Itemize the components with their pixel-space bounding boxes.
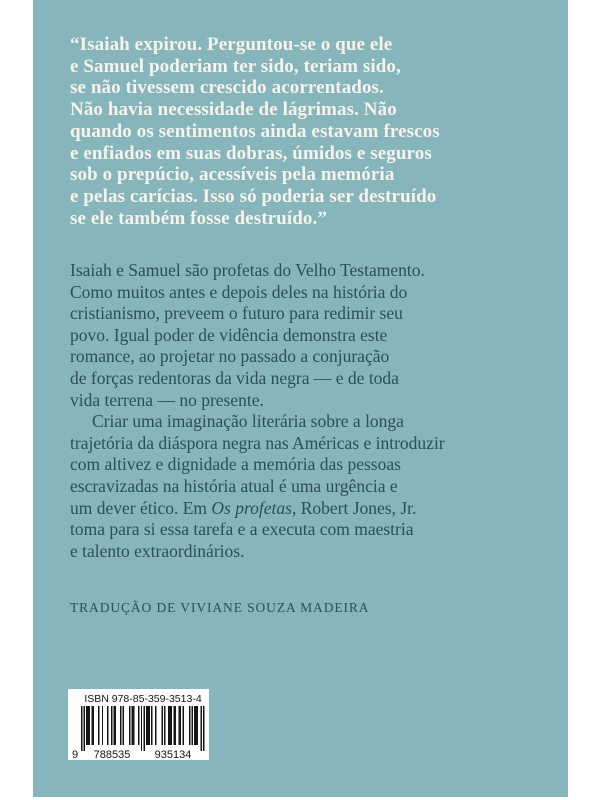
synopsis-line: toma para si essa tarefa e a executa com maestria [70, 519, 414, 540]
barcode-digit-group1: 788535 [93, 749, 131, 760]
synopsis-text: , Robert Jones, Jr. [291, 497, 417, 518]
synopsis-line: povo. Igual poder de vidência demonstra este [70, 324, 388, 345]
synopsis-line: Criar uma imaginação literária sobre a longa [92, 411, 404, 432]
synopsis-line: trajetória da diáspora negra nas Américas e introduzir [70, 432, 445, 453]
quote-line: e pelas carícias. Isso só poderia ser destruído [70, 185, 437, 207]
synopsis-line-with-title [70, 498, 550, 520]
barcode-digit-group2: 935134 [154, 749, 192, 760]
synopsis-line: cristianismo, preveem o futuro para redimir seu [70, 303, 403, 324]
barcode-digit-lead: 9 [71, 749, 79, 760]
synopsis-line: Isaiah e Samuel são profetas do Velho Testamento. [70, 260, 425, 280]
back-cover-panel [33, 0, 568, 797]
translator-credit: TRADUÇÃO DE VIVIANE SOUZA MADEIRA [70, 600, 370, 615]
synopsis-line: vida terrena — no presente. [70, 389, 264, 410]
isbn-number-label: ISBN 978-85-359-3513-4 [84, 693, 202, 705]
synopsis-block [70, 260, 550, 562]
quote-line: “Isaiah expirou. Perguntou-se o que ele [70, 34, 393, 55]
synopsis-line: escravizadas na história atual é uma urgência e [70, 475, 398, 496]
synopsis-line: Como muitos antes e depois deles na história do [70, 281, 408, 302]
barcode-graphic [68, 689, 209, 760]
quote-line: sob o prepúcio, acessíveis pela memória [70, 164, 395, 186]
quote-line: e Samuel poderiam ter sido, teriam sido, [70, 55, 401, 77]
book-title-italic: Os profetas [211, 497, 292, 518]
quote-block [70, 34, 540, 229]
synopsis-line: romance, ao projetar no passado a conjuração [70, 346, 390, 367]
isbn-barcode [68, 689, 209, 760]
synopsis-line: e talento extraordinários. [70, 540, 245, 561]
quote-line: e enfiados em suas dobras, úmidos e seguros [70, 142, 432, 164]
synopsis-line: com altivez e dignidade a memória das pessoas [70, 454, 401, 475]
synopsis-line: de forças redentoras da vida negra — e de toda [70, 367, 399, 388]
quote-line: Não havia necessidade de lágrimas. Não [70, 99, 397, 121]
quote-line: se ele também fosse destruído.” [70, 207, 327, 229]
quote-line: quando os sentimentos ainda estavam frescos [70, 120, 440, 142]
quote-line: se não tivessem crescido acorrentados. [70, 77, 384, 99]
synopsis-text: um dever ético. Em [70, 497, 212, 518]
